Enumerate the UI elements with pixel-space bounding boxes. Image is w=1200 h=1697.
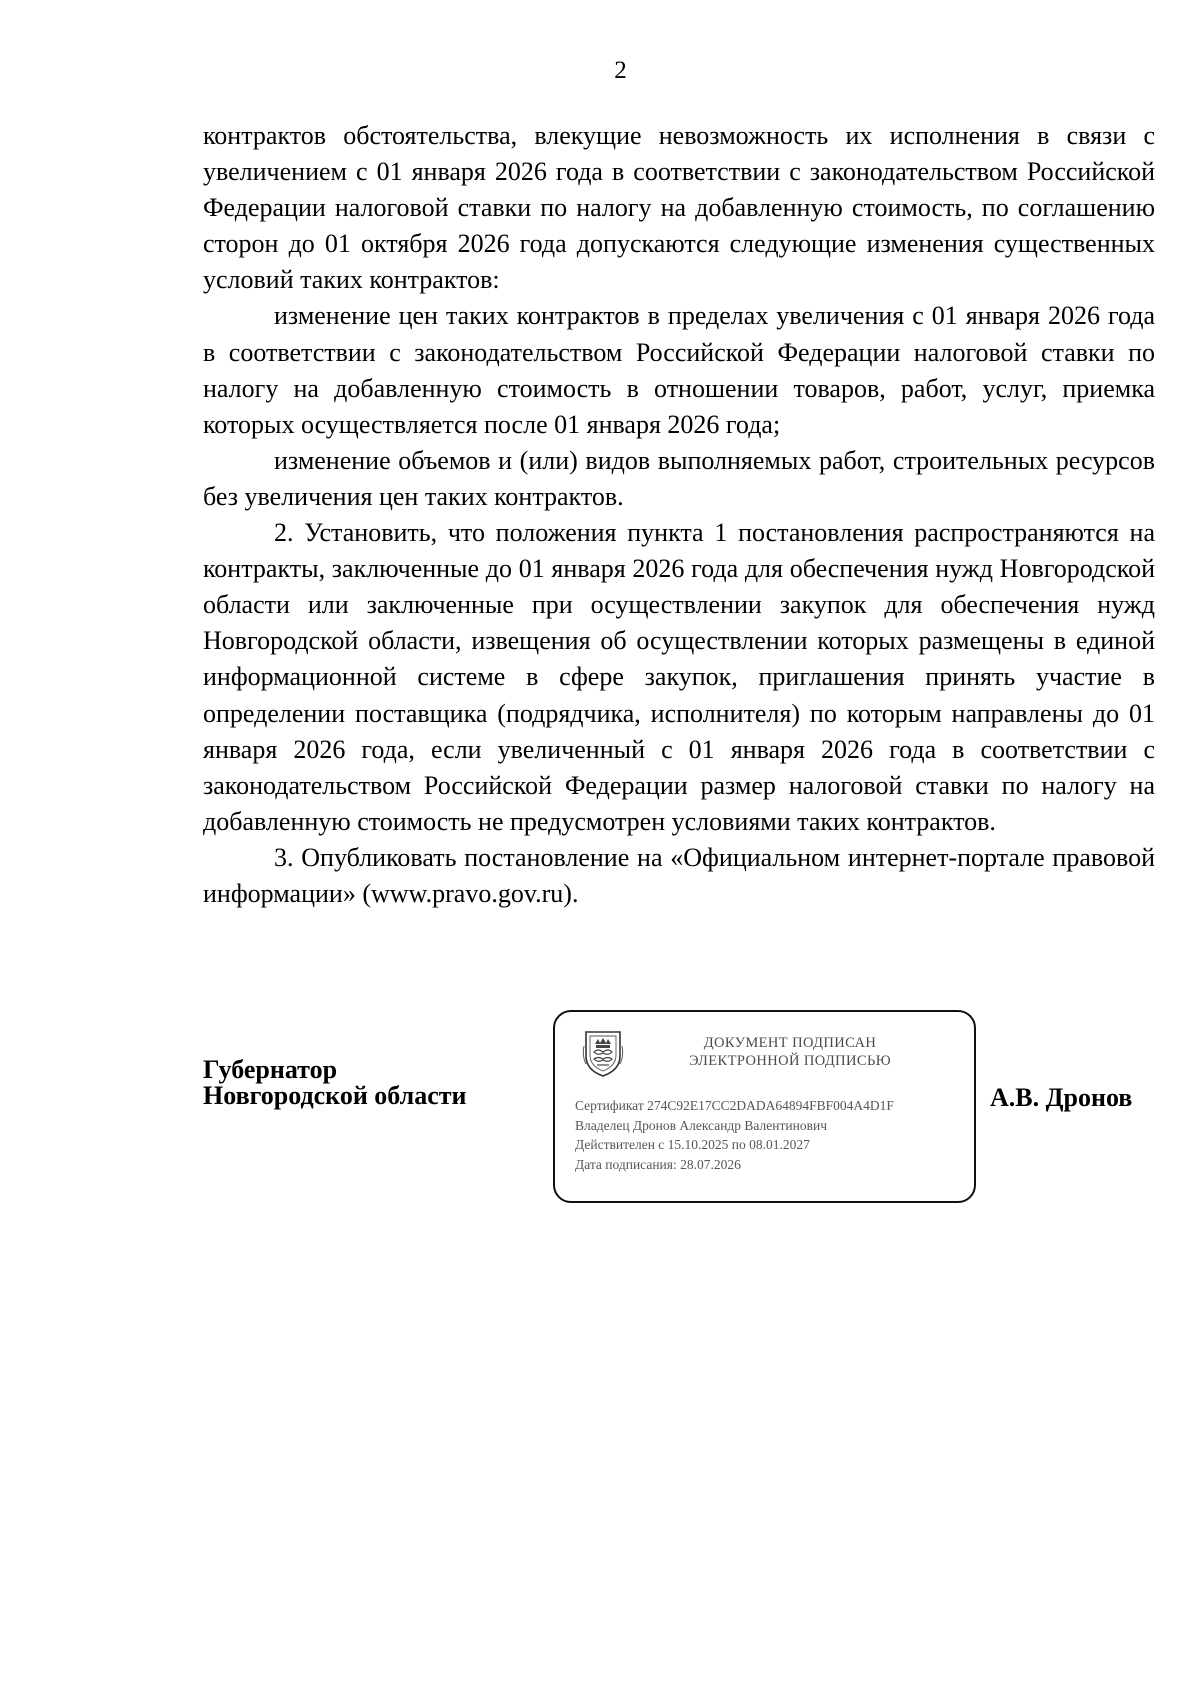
stamp-signing-date: Дата подписания: 28.07.2026 — [575, 1156, 741, 1172]
stamp-certificate: Сертификат 274C92E17CC2DADA64894FBF004A4D1F — [575, 1098, 894, 1113]
position-title: Губернатор — [203, 1055, 338, 1084]
coat-of-arms-icon — [582, 1026, 624, 1078]
stamp-title — [635, 1034, 945, 1070]
stamp-title-line1: ДОКУМЕНТ ПОДПИСАН — [703, 1035, 877, 1051]
stamp-validity: Действителен с 15.10.2025 по 08.01.2027 — [575, 1137, 810, 1152]
paragraph-price-change: изменение цен таких контрактов в пределах увеличения с 01 января 2026 года в соответствии с законодательством Российской Федерации налоговой ставки по налогу на добавленную стоимость в отношении товаров, работ, услуг, приемка которых осуществляется после 01 января 2026 года; — [203, 301, 1155, 439]
position-region: Новгородской области — [203, 1081, 467, 1110]
stamp-title-line2: ЭЛЕКТРОННОЙ ПОДПИСЬЮ — [688, 1053, 892, 1069]
paragraph-volume-change: изменение объемов и (или) видов выполняемых работ, строительных ресурсов без увеличения цен таких контрактов. — [203, 445, 1155, 511]
page-number: 2 — [614, 57, 627, 84]
paragraph-clause-2: 2. Установить, что положения пункта 1 постановления распространяются на контракты, заключенные до 01 января 2026 года для обеспечения нужд Новгородской области или заключенные при осуществлении закупок для обеспечения нужд Новгородской области, извещения об осуществлении которых размещены в единой информационной системе в сфере закупок, приглашения принять участие в определении поставщика (подрядчика, исполнителя) по которым направлены до 01 января 2026 года, если увеличенный с 01 января 2026 года в соответствии с законодательством Российской Федерации размер налоговой ставки по налогу на добавленную стоимость не предусмотрен условиями таких контрактов. — [203, 518, 1155, 836]
paragraph-continuation: контрактов обстоятельства, влекущие невозможность их исполнения в связи с увеличением с 01 января 2026 года в соответствии с законодательством Российской Федерации налоговой ставки по налогу на добавленную стоимость, по соглашению сторон до 01 октября 2026 года допускаются следующие изменения существенных условий таких контрактов: — [203, 121, 1155, 295]
signatory-position — [203, 1057, 467, 1109]
stamp-details — [575, 1096, 894, 1174]
electronic-signature-stamp — [553, 1010, 976, 1203]
signer-name: А.В. Дронов — [990, 1083, 1133, 1112]
document-body — [203, 118, 1155, 912]
stamp-owner: Владелец Дронов Александр Валентинович — [575, 1117, 827, 1133]
paragraph-clause-3: 3. Опубликовать постановление на «Официальном интернет-портале правовой информации» (www.pravo.gov.ru). — [203, 842, 1155, 908]
